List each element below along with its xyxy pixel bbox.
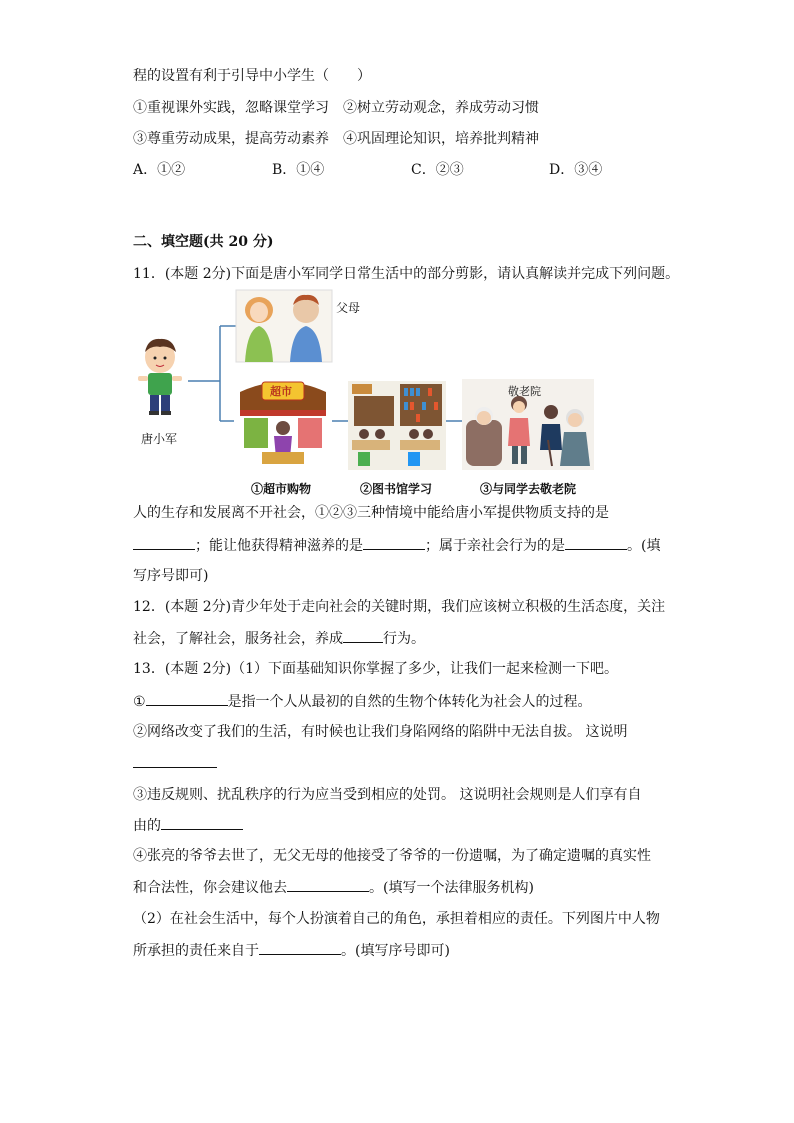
q13-item1b: 是指一个人从最初的自然的生物个体转化为社会人的过程。: [227, 694, 592, 710]
q12-line1: 12．(本题 2分)青少年处于走向社会的关键时期，我们应该树立积极的生活态度，关注: [133, 599, 666, 615]
label-nursing-sign: 敬老院: [508, 385, 541, 398]
library-scene: [348, 381, 446, 470]
q13-item3b-text: 由的: [133, 818, 161, 834]
q13-item4b: [133, 877, 534, 898]
q13-item1a: ①: [133, 694, 146, 710]
q13-item4c-text: 。(填写一个法律服务机构): [369, 880, 534, 896]
caption-library: ②图书馆学习: [360, 482, 433, 496]
q12-line2a: 社会，了解社会，服务社会，养成: [133, 631, 343, 647]
q12-line2b: 行为。: [383, 631, 425, 647]
q13-part2c-text: 。(填写序号即可): [341, 943, 450, 959]
q11-text-line3: 写序号即可): [133, 568, 209, 584]
q13-line1: 13．(本题 2分)（1）下面基础知识你掌握了多少，让我们一起来检测一下吧。: [133, 661, 619, 677]
caption-nursing-home: ③与同学去敬老院: [480, 482, 577, 496]
q10-item-3: ③尊重劳动成果，提高劳动素养: [133, 131, 329, 147]
q11-stem: 11．(本题 2分)下面是唐小军同学日常生活中的部分剪影，请认真解读并完成下列问题。: [133, 266, 680, 282]
q11-text-line1: 人的生存和发展离不开社会，①②③三种情境中能给唐小军提供物质支持的是: [133, 505, 609, 521]
q13-part2-line1: （2）在社会生活中，每个人扮演着自己的角色，承担着相应的责任。下列图片中人物: [133, 911, 660, 927]
answer-blank[interactable]: [161, 815, 243, 830]
q13-item4: ④张亮的爷爷去世了，无父无母的他接受了爷爷的一份遗嘱，为了确定遗嘱的真实性: [133, 848, 651, 864]
q11-text3: ；属于亲社会行为的是: [425, 538, 565, 554]
q10-option-b: B．①④: [272, 162, 325, 178]
q11-text-line2: [133, 535, 660, 556]
q12-line2: [133, 628, 425, 649]
answer-blank[interactable]: [343, 628, 383, 643]
label-parents: 父母: [336, 301, 361, 315]
q13-item2-blank-line: [133, 753, 217, 774]
q13-part2-line2: [133, 940, 450, 961]
answer-blank[interactable]: [133, 535, 195, 550]
q13-item1: [133, 691, 592, 712]
q10-item-4: ④巩固理论知识，培养批判精神: [343, 131, 539, 147]
answer-blank[interactable]: [363, 535, 425, 550]
q10-option-c: C．②③: [411, 162, 464, 178]
answer-blank[interactable]: [259, 940, 341, 955]
caption-supermarket: ①超市购物: [251, 482, 312, 496]
q10-option-d: D．③④: [549, 162, 603, 178]
q10-item-1: ①重视课外实践，忽略课堂学习: [133, 100, 329, 116]
q13-item2: ②网络改变了我们的生活，有时候也让我们身陷网络的陷阱中无法自拔。 这说明: [133, 724, 628, 740]
q13-item3: ③违反规则、扰乱秩序的行为应当受到相应的处罚。 这说明社会规则是人们享有自: [133, 787, 642, 803]
boy-figure: [133, 339, 188, 425]
q13-item4b-text: 和合法性，你会建议他去: [133, 880, 287, 896]
q13-item3b: [133, 815, 243, 836]
answer-blank[interactable]: [146, 691, 228, 706]
label-supermarket-sign: 超市: [270, 385, 292, 398]
answer-blank[interactable]: [287, 877, 369, 892]
label-boy: 唐小军: [141, 432, 178, 446]
q13-part2b-text: 所承担的责任来自于: [133, 943, 259, 959]
q10-option-a: A．①②: [133, 162, 186, 178]
q10-item-2: ②树立劳动观念，养成劳动习惯: [343, 100, 539, 116]
q10-stem-tail: 程的设置有利于引导中小学生（ ）: [133, 68, 371, 84]
answer-blank[interactable]: [565, 535, 627, 550]
answer-blank[interactable]: [133, 753, 217, 768]
q11-text4: 。(填: [627, 538, 661, 554]
parents-figure: [236, 290, 332, 362]
section-title: 二、填空题(共 20 分): [133, 234, 274, 250]
q11-text2: ；能让他获得精神滋养的是: [195, 538, 363, 554]
